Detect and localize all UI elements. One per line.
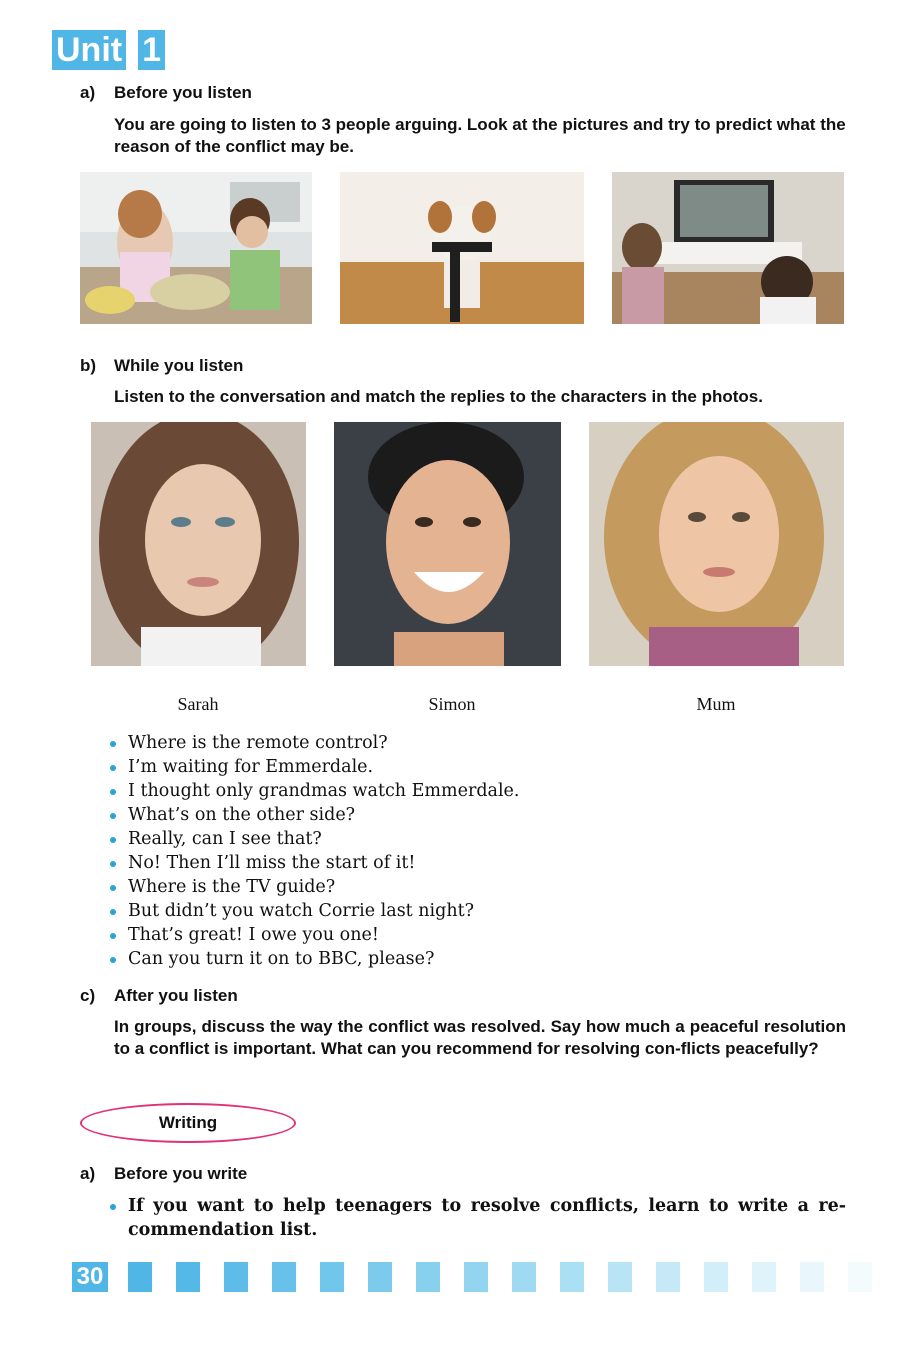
section-a-letter: a) (80, 83, 96, 102)
section-c-letter: c) (80, 986, 96, 1005)
mum-portrait (589, 422, 844, 666)
section-a-instruction: You are going to listen to 3 people arguing. Look at the pictures and try to predict what the reason of the conflict may be. (114, 115, 846, 156)
list-item: I’m waiting for Emmerdale. (110, 755, 519, 779)
unit-word: Unit (52, 30, 126, 70)
footer-square (560, 1262, 584, 1292)
list-item: No! Then I’ll miss the start of it! (110, 851, 519, 875)
list-item: Where is the TV guide? (110, 875, 519, 899)
kids-cooking-photo (80, 172, 312, 324)
footer-square (464, 1262, 488, 1292)
list-item: Really, can I see that? (110, 827, 519, 851)
replies-list (110, 731, 519, 971)
writing-bullet: If you want to help teenagers to resolve conflicts, learn to write a re-commendation list. (110, 1194, 846, 1242)
footer-square (800, 1262, 824, 1292)
writing-heading-label: Writing (158, 1113, 218, 1132)
footer-square (608, 1262, 632, 1292)
kids-tv-photo (612, 172, 844, 324)
footer-square (416, 1262, 440, 1292)
section-c-title: After you listen (114, 986, 238, 1005)
footer-decoration (128, 1262, 872, 1292)
list-item: Where is the remote control? (110, 731, 519, 755)
simon-portrait (334, 422, 561, 666)
section-b-instruction: Listen to the conversation and match the replies to the characters in the photos. (114, 387, 763, 406)
writing-a-letter: a) (80, 1164, 96, 1183)
list-item: Can you turn it on to BBC, please? (110, 947, 519, 971)
footer-square (656, 1262, 680, 1292)
unit-header (52, 30, 165, 70)
unit-number: 1 (138, 30, 165, 70)
section-a-title: Before you listen (114, 83, 252, 102)
dog-leash-photo (340, 172, 584, 324)
footer-square (224, 1262, 248, 1292)
footer-square (272, 1262, 296, 1292)
section-c-instruction: In groups, discuss the way the conflict was resolved. Say how much a peaceful resolution to a conflict is important. What can you recommend for resolving con-flicts peacefully? (114, 1017, 846, 1058)
writing-heading (80, 1103, 296, 1143)
footer-square (176, 1262, 200, 1292)
list-item: That’s great! I owe you one! (110, 923, 519, 947)
footer-square (752, 1262, 776, 1292)
section-b-title: While you listen (114, 356, 244, 375)
caption-simon: Simon (428, 694, 476, 714)
section-b-letter: b) (80, 356, 97, 375)
list-item: I thought only grandmas watch Emmerdale. (110, 779, 519, 803)
footer-square (512, 1262, 536, 1292)
list-item: What’s on the other side? (110, 803, 519, 827)
writing-a-title: Before you write (114, 1164, 248, 1183)
footer-square (320, 1262, 344, 1292)
footer-square (368, 1262, 392, 1292)
footer-square (848, 1262, 872, 1292)
footer-square (704, 1262, 728, 1292)
list-item: But didn’t you watch Corrie last night? (110, 899, 519, 923)
sarah-portrait (91, 422, 306, 666)
page-number: 30 (72, 1262, 108, 1292)
caption-sarah: Sarah (177, 694, 219, 714)
footer-square (128, 1262, 152, 1292)
caption-mum: Mum (696, 694, 736, 714)
